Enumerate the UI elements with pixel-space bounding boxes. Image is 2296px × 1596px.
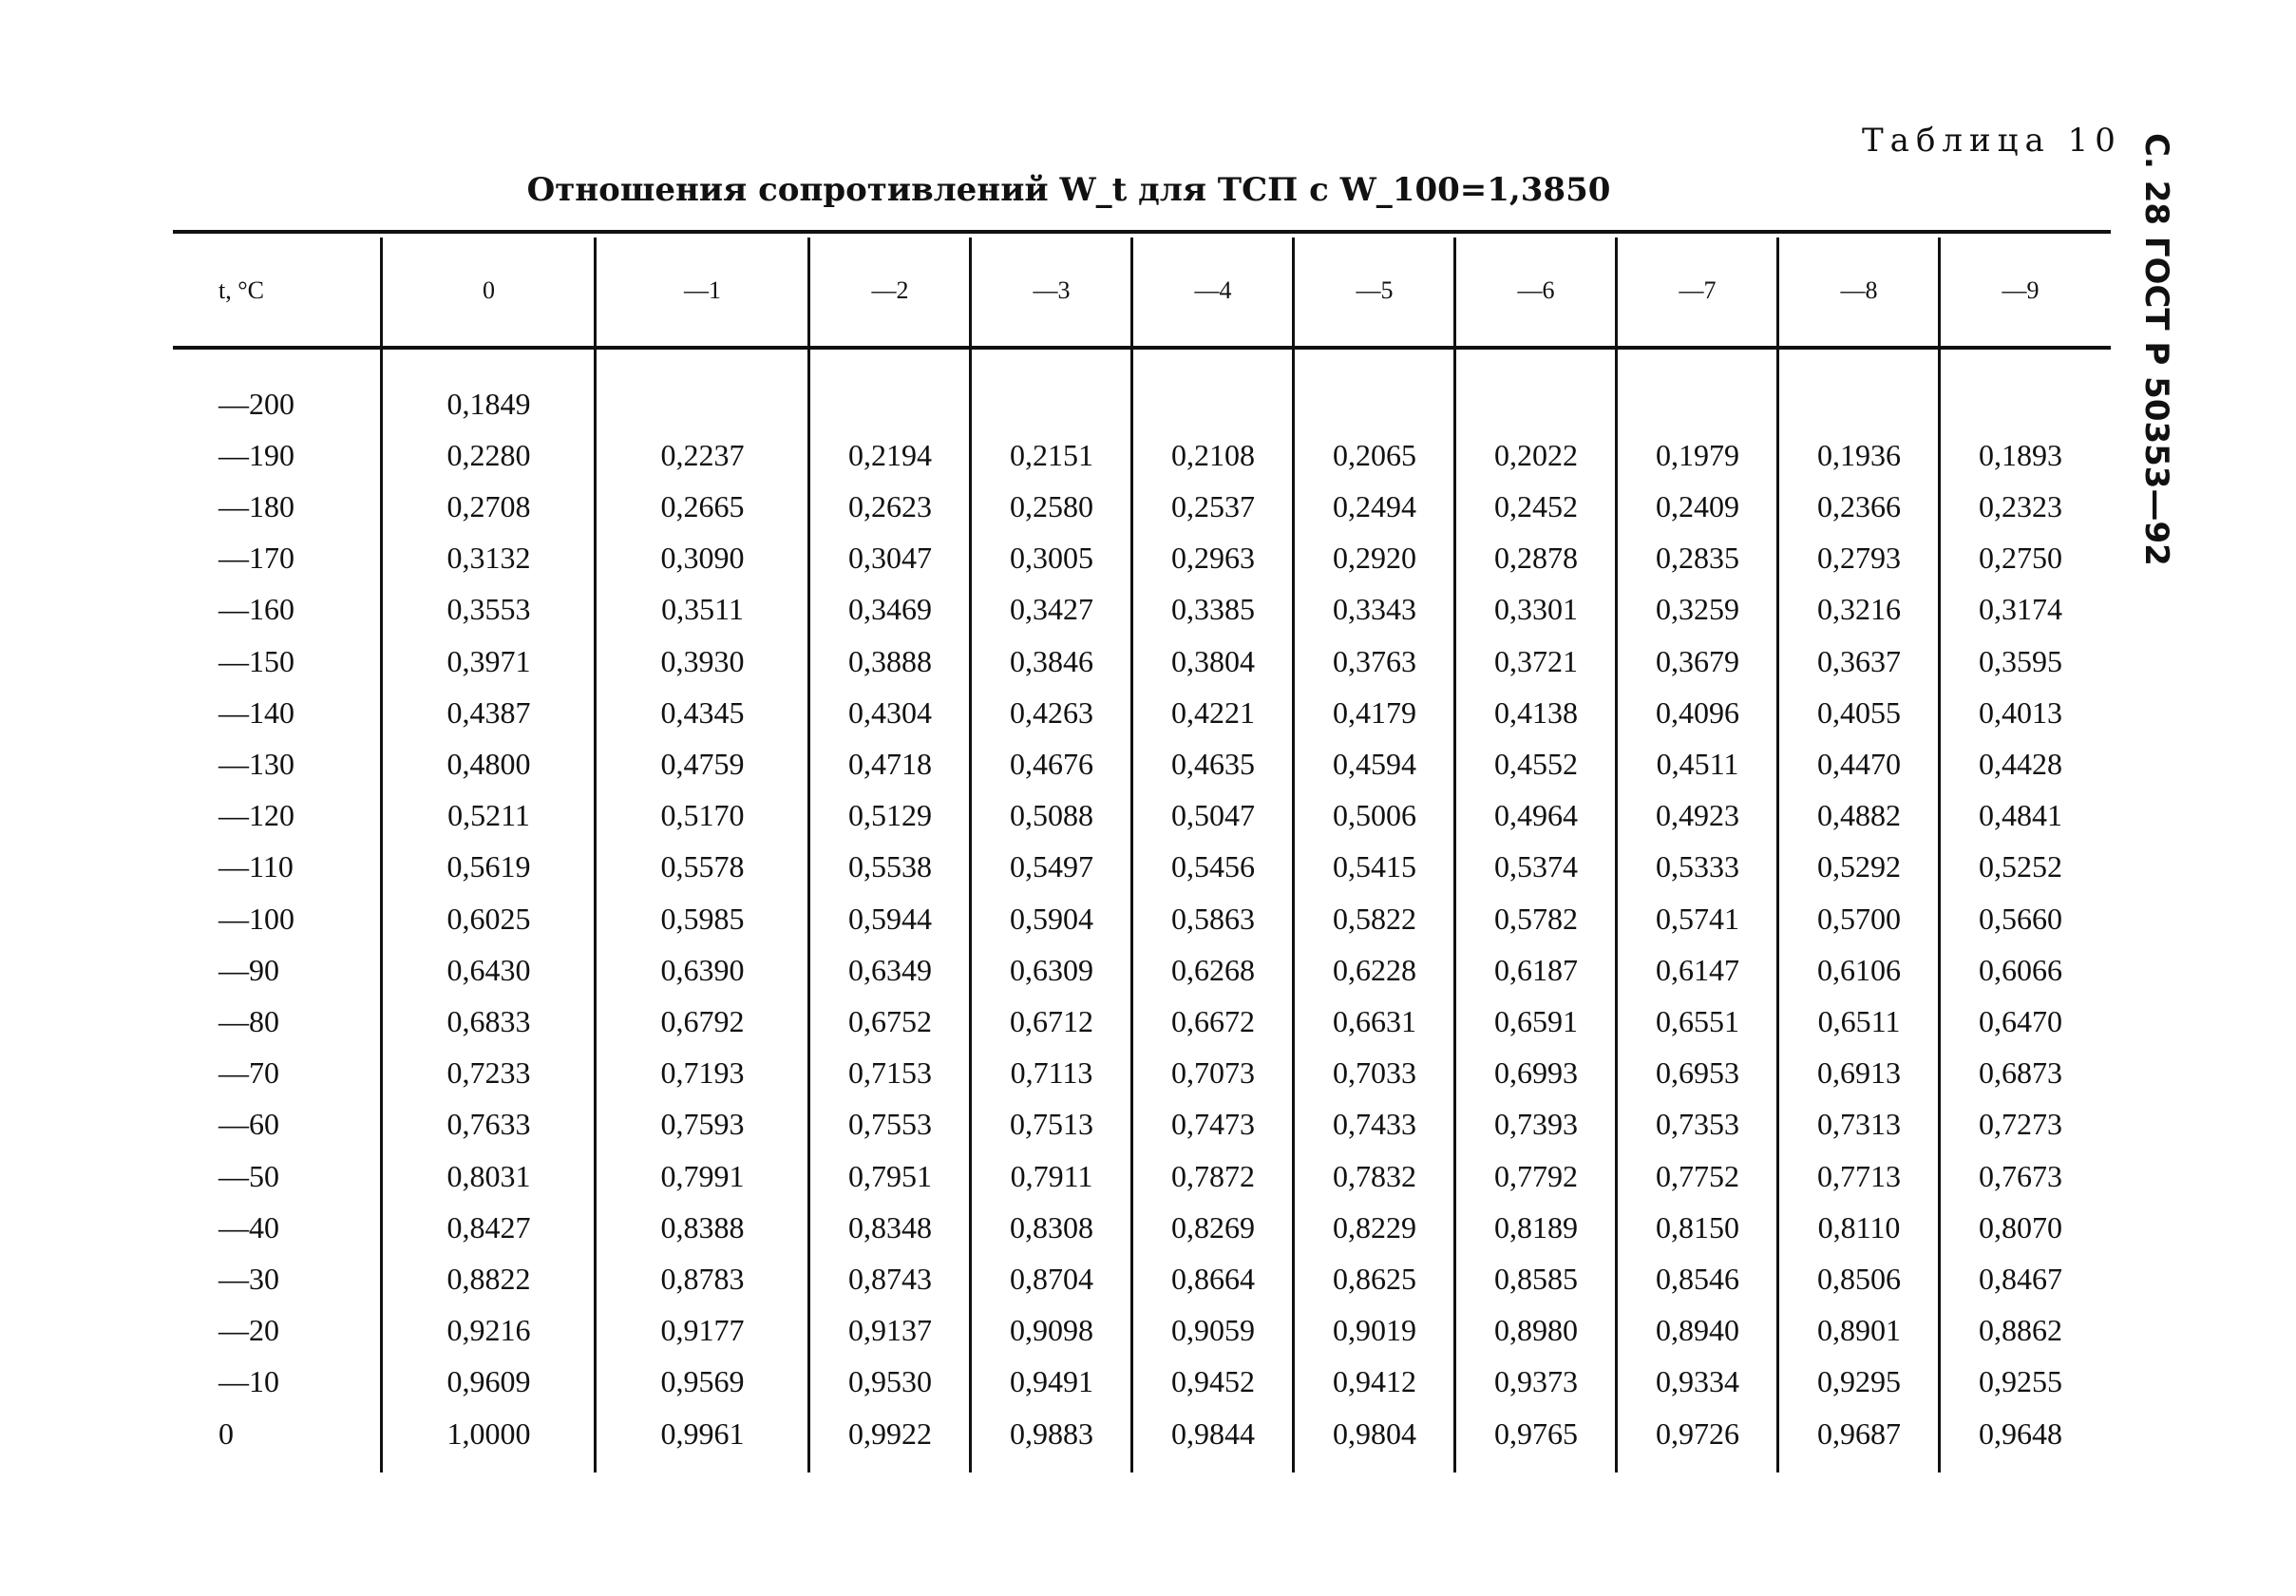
row-temperature: —90 — [218, 952, 279, 987]
side-header — [2137, 133, 2194, 566]
table-cell: 0,8388 — [660, 1209, 745, 1244]
table-cell: 0,5782 — [1494, 901, 1578, 936]
table-cell: 0,7911 — [1010, 1158, 1093, 1193]
table-cell: 0,7752 — [1656, 1158, 1739, 1193]
table-cell: 0,8427 — [446, 1209, 531, 1244]
header-cell: —7 — [1679, 276, 1717, 304]
table-cell: 0,2366 — [1817, 488, 1901, 523]
table-cell: 0,2108 — [1171, 437, 1255, 472]
table-cell: 0,8664 — [1171, 1261, 1255, 1296]
table-cell: 0,6187 — [1494, 952, 1578, 987]
table-cell: 0,7792 — [1494, 1158, 1578, 1193]
table-cell: 0,5660 — [1979, 901, 2062, 936]
table-row — [173, 1048, 2111, 1099]
table-cell: 1,0000 — [446, 1416, 531, 1451]
table-cell: 0,9609 — [446, 1364, 531, 1399]
table-row — [173, 1305, 2111, 1357]
table-cell: 0,3804 — [1171, 643, 1255, 678]
table-cell: 0,8585 — [1494, 1261, 1578, 1296]
table-cell: 0,8822 — [446, 1261, 531, 1296]
table-cell: 0,8862 — [1979, 1313, 2062, 1348]
table-cell: 0,2452 — [1494, 488, 1578, 523]
table-cell: 0,9216 — [446, 1313, 531, 1348]
table-cell: 0,5211 — [447, 798, 530, 833]
table-row — [173, 429, 2111, 481]
table-cell: 0,4470 — [1817, 746, 1901, 781]
row-temperature: —60 — [218, 1107, 279, 1142]
table-cell: 0,5863 — [1171, 901, 1255, 936]
table-row — [173, 1253, 2111, 1304]
table-cell: 0,2878 — [1494, 541, 1578, 576]
table-cell: 0,3385 — [1171, 592, 1255, 627]
table-cell: 0,4263 — [1010, 694, 1093, 730]
table-cell: 0,8546 — [1656, 1261, 1739, 1296]
table-cell: 0,3637 — [1817, 643, 1901, 678]
table-cell: 0,8704 — [1010, 1261, 1093, 1296]
table-cell: 0,6833 — [446, 1003, 531, 1038]
table-cell: 0,6268 — [1171, 952, 1255, 987]
table-cell: 0,9961 — [660, 1416, 745, 1451]
row-temperature: —10 — [218, 1364, 279, 1399]
table-cell: 0,7673 — [1979, 1158, 2062, 1193]
table-cell: 0,4304 — [848, 694, 932, 730]
table-cell: 0,6470 — [1979, 1003, 2062, 1038]
table-cell: 0,8348 — [848, 1209, 932, 1244]
table-cell: 0,2580 — [1010, 488, 1093, 523]
table-cell: 0,5006 — [1333, 798, 1416, 833]
table-cell: 0,2920 — [1333, 541, 1416, 576]
table-cell: 0,2750 — [1979, 541, 2062, 576]
table-cell: 0,9569 — [660, 1364, 745, 1399]
header-cell-t: t, °C — [218, 276, 264, 304]
table-top-rule — [173, 230, 2111, 234]
table-cell: 0,3174 — [1979, 592, 2062, 627]
row-temperature: —130 — [218, 746, 294, 781]
table-cell: 0,7153 — [848, 1055, 932, 1091]
table-cell: 0,9726 — [1656, 1416, 1739, 1451]
table-cell: 0,6228 — [1333, 952, 1416, 987]
table-cell: 0,6066 — [1979, 952, 2062, 987]
table-cell: 0,3427 — [1010, 592, 1093, 627]
table-cell: 0,8743 — [848, 1261, 932, 1296]
table-cell: 0,6025 — [446, 901, 531, 936]
table-cell: 0,6511 — [1817, 1003, 1901, 1038]
header-cell: —2 — [871, 276, 909, 304]
table-cell: 0,8783 — [660, 1261, 745, 1296]
table-cell: 0,4013 — [1979, 694, 2062, 730]
table-cell: 0,5170 — [660, 798, 745, 833]
table-cell: 0,4635 — [1171, 746, 1255, 781]
row-temperature: —170 — [218, 541, 294, 576]
table-cell: 0,4800 — [446, 746, 531, 781]
table-cell: 0,6752 — [848, 1003, 932, 1038]
table-cell: 0,2409 — [1656, 488, 1739, 523]
table-cell: 0,3216 — [1817, 592, 1901, 627]
header-row — [173, 238, 2111, 344]
row-temperature: —80 — [218, 1003, 279, 1038]
table-cell: 0,8506 — [1817, 1261, 1901, 1296]
table-cell: 0,6712 — [1010, 1003, 1093, 1038]
table-row — [173, 1357, 2111, 1408]
table-cell: 0,4179 — [1333, 694, 1416, 730]
table-cell: 0,8110 — [1817, 1209, 1901, 1244]
table-cell: 0,6591 — [1494, 1003, 1578, 1038]
table-cell: 0,9019 — [1333, 1313, 1416, 1348]
table-cell: 0,4841 — [1979, 798, 2062, 833]
table-cell: 0,3511 — [661, 592, 744, 627]
table-cell: 0,7113 — [1010, 1055, 1093, 1091]
table-cell: 0,6147 — [1656, 952, 1739, 987]
standard-designation: С. 28 ГОСТ Р 50353—92 — [2137, 133, 2175, 566]
row-temperature: —150 — [218, 643, 294, 678]
table-cell: 0,2280 — [446, 437, 531, 472]
table-cell: 0,5456 — [1171, 849, 1255, 884]
table-row — [173, 481, 2111, 532]
table-cell: 0,4759 — [660, 746, 745, 781]
table-cell: 0,7872 — [1171, 1158, 1255, 1193]
table-cell: 0,4964 — [1494, 798, 1578, 833]
table-cell: 0,3888 — [848, 643, 932, 678]
table-cell: 0,9255 — [1979, 1364, 2062, 1399]
table-cell: 0,8189 — [1494, 1209, 1578, 1244]
table-cell: 0,5292 — [1817, 849, 1901, 884]
table-cell: 0,9059 — [1171, 1313, 1255, 1348]
table-row — [173, 996, 2111, 1047]
table-cell: 0,9804 — [1333, 1416, 1416, 1451]
table-cell: 0,6792 — [660, 1003, 745, 1038]
table-cell: 0,6551 — [1656, 1003, 1739, 1038]
table-cell: 0,7433 — [1333, 1107, 1416, 1142]
table-cell: 0,7273 — [1979, 1107, 2062, 1142]
table-cell: 0,6873 — [1979, 1055, 2062, 1091]
row-temperature: —120 — [218, 798, 294, 833]
table-cell: 0,7991 — [660, 1158, 745, 1193]
table-cell: 0,6309 — [1010, 952, 1093, 987]
table-cell: 0,3930 — [660, 643, 745, 678]
table-cell: 0,7713 — [1817, 1158, 1901, 1193]
table-cell: 0,3846 — [1010, 643, 1093, 678]
header-cell: —8 — [1840, 276, 1878, 304]
table-cell: 0,5985 — [660, 901, 745, 936]
table-cell: 0,9844 — [1171, 1416, 1255, 1451]
table-cell: 0,4096 — [1656, 694, 1739, 730]
row-temperature: —160 — [218, 592, 294, 627]
table-cell: 0,4221 — [1171, 694, 1255, 730]
table-cell: 0,9530 — [848, 1364, 932, 1399]
table-cell: 0,4138 — [1494, 694, 1578, 730]
table-cell: 0,3005 — [1010, 541, 1093, 576]
table-cell: 0,8940 — [1656, 1313, 1739, 1348]
table-row — [173, 944, 2111, 996]
table-cell: 0,1849 — [446, 386, 531, 421]
table-cell: 0,8308 — [1010, 1209, 1093, 1244]
table-cell: 0,4428 — [1979, 746, 2062, 781]
table-cell: 0,4511 — [1656, 746, 1739, 781]
table-cell: 0,6672 — [1171, 1003, 1255, 1038]
table-cell: 0,5944 — [848, 901, 932, 936]
table-cell: 0,4345 — [660, 694, 745, 730]
table-cell: 0,8467 — [1979, 1261, 2062, 1296]
table-cell: 0,2537 — [1171, 488, 1255, 523]
table-row — [173, 636, 2111, 687]
table-cell: 0,3259 — [1656, 592, 1739, 627]
table-cell: 0,7593 — [660, 1107, 745, 1142]
table-cell: 0,4594 — [1333, 746, 1416, 781]
table-cell: 0,7353 — [1656, 1107, 1739, 1142]
row-temperature: —180 — [218, 488, 294, 523]
table-cell: 0,8625 — [1333, 1261, 1416, 1296]
table-cell: 0,2237 — [660, 437, 745, 472]
table-cell: 0,4055 — [1817, 694, 1901, 730]
table-cell: 0,4387 — [446, 694, 531, 730]
table-cell: 0,6913 — [1817, 1055, 1901, 1091]
table-cell: 0,4552 — [1494, 746, 1578, 781]
table-cell: 0,2194 — [848, 437, 932, 472]
table-cell: 0,7553 — [848, 1107, 932, 1142]
table-row — [173, 1202, 2111, 1253]
table-row — [173, 1099, 2111, 1150]
table-cell: 0,8901 — [1817, 1313, 1901, 1348]
table-cell: 0,1979 — [1656, 437, 1739, 472]
table-cell: 0,4718 — [848, 746, 932, 781]
table-cell: 0,7832 — [1333, 1158, 1416, 1193]
table-cell: 0,1893 — [1979, 437, 2062, 472]
table-cell: 0,3301 — [1494, 592, 1578, 627]
table-row — [173, 687, 2111, 738]
table-cell: 0,6953 — [1656, 1055, 1739, 1091]
table-cell: 0,3343 — [1333, 592, 1416, 627]
table-row — [173, 1150, 2111, 1202]
row-temperature: —100 — [218, 901, 294, 936]
table-cell: 0,8980 — [1494, 1313, 1578, 1348]
header-cell: —9 — [2002, 276, 2040, 304]
table-cell: 0,8070 — [1979, 1209, 2062, 1244]
table-cell: 0,8229 — [1333, 1209, 1416, 1244]
table-cell: 0,4923 — [1656, 798, 1739, 833]
table-cell: 0,7073 — [1171, 1055, 1255, 1091]
table-cell: 0,6430 — [446, 952, 531, 987]
table-cell: 0,5252 — [1979, 849, 2062, 884]
table-cell: 0,9765 — [1494, 1416, 1578, 1451]
table-cell: 0,3132 — [446, 541, 531, 576]
table-cell: 0,3090 — [660, 541, 745, 576]
row-temperature: —110 — [218, 849, 294, 884]
table-cell: 0,5700 — [1817, 901, 1901, 936]
table-cell: 0,3971 — [446, 643, 531, 678]
header-cell: —4 — [1194, 276, 1232, 304]
table-cell: 0,3595 — [1979, 643, 2062, 678]
table-row — [173, 1408, 2111, 1459]
table-cell: 0,5129 — [848, 798, 932, 833]
row-temperature: —190 — [218, 437, 294, 472]
table-cell: 0,3763 — [1333, 643, 1416, 678]
table-cell: 0,6349 — [848, 952, 932, 987]
table-cell: 0,9883 — [1010, 1416, 1093, 1451]
row-temperature: —50 — [218, 1158, 279, 1193]
table-cell: 0,3047 — [848, 541, 932, 576]
table-cell: 0,3469 — [848, 592, 932, 627]
row-temperature: 0 — [218, 1416, 234, 1451]
table-cell: 0,5333 — [1656, 849, 1739, 884]
header-cell: —1 — [684, 276, 721, 304]
table-cell: 0,6390 — [660, 952, 745, 987]
table-cell: 0,2835 — [1656, 541, 1739, 576]
table-cell: 0,4676 — [1010, 746, 1093, 781]
row-temperature: —70 — [218, 1055, 279, 1091]
table-cell: 0,5088 — [1010, 798, 1093, 833]
table-cell: 0,7193 — [660, 1055, 745, 1091]
table-cell: 0,7233 — [446, 1055, 531, 1091]
table-cell: 0,9412 — [1333, 1364, 1416, 1399]
table-cell: 0,9177 — [660, 1313, 745, 1348]
table-row — [173, 533, 2111, 584]
table-cell: 0,3679 — [1656, 643, 1739, 678]
table-cell: 0,5538 — [848, 849, 932, 884]
table-cell: 0,3721 — [1494, 643, 1578, 678]
table-cell: 0,2963 — [1171, 541, 1255, 576]
table-cell: 0,7951 — [848, 1158, 932, 1193]
table-cell: 0,5047 — [1171, 798, 1255, 833]
header-cell: —3 — [1033, 276, 1071, 304]
table-cell: 0,5497 — [1010, 849, 1093, 884]
table-cell: 0,1936 — [1817, 437, 1901, 472]
table-cell: 0,7033 — [1333, 1055, 1416, 1091]
table-cell: 0,3553 — [446, 592, 531, 627]
header-cell: —5 — [1356, 276, 1394, 304]
table-row — [173, 378, 2111, 429]
table-cell: 0,7513 — [1010, 1107, 1093, 1142]
table-cell: 0,5822 — [1333, 901, 1416, 936]
table-cell: 0,2623 — [848, 488, 932, 523]
table-cell: 0,2708 — [446, 488, 531, 523]
table-title: Отношения сопротивлений W_t для ТСП с W_100=1,3850 — [526, 171, 1611, 209]
row-temperature: —20 — [218, 1313, 279, 1348]
table-cell: 0,8031 — [446, 1158, 531, 1193]
table-cell: 0,2665 — [660, 488, 745, 523]
table-cell: 0,7633 — [446, 1107, 531, 1142]
table-cell: 0,5415 — [1333, 849, 1416, 884]
table-cell: 0,8150 — [1656, 1209, 1739, 1244]
table-cell: 0,6631 — [1333, 1003, 1416, 1038]
table-cell: 0,9648 — [1979, 1416, 2062, 1451]
row-temperature: —30 — [218, 1261, 279, 1296]
table-cell: 0,2494 — [1333, 488, 1416, 523]
table-cell: 0,9098 — [1010, 1313, 1093, 1348]
table-row — [173, 893, 2111, 944]
table-cell: 0,5578 — [660, 849, 745, 884]
table-cell: 0,7313 — [1817, 1107, 1901, 1142]
table-cell: 0,9295 — [1817, 1364, 1901, 1399]
table-cell: 0,4882 — [1817, 798, 1901, 833]
table-cell: 0,5374 — [1494, 849, 1578, 884]
table-cell: 0,7473 — [1171, 1107, 1255, 1142]
table-number: Таблица 10 — [1862, 122, 2122, 160]
table-cell: 0,2323 — [1979, 488, 2062, 523]
table-cell: 0,9373 — [1494, 1364, 1578, 1399]
table-row — [173, 738, 2111, 789]
header-cell: 0 — [483, 276, 495, 304]
table-cell: 0,6106 — [1817, 952, 1901, 987]
table-cell: 0,5619 — [446, 849, 531, 884]
table-row — [173, 790, 2111, 842]
row-temperature: —40 — [218, 1209, 279, 1244]
table-cell: 0,7393 — [1494, 1107, 1578, 1142]
table-cell: 0,2022 — [1494, 437, 1578, 472]
table-row — [173, 842, 2111, 893]
table-cell: 0,2065 — [1333, 437, 1416, 472]
table-row — [173, 584, 2111, 636]
table-cell: 0,9922 — [848, 1416, 932, 1451]
table-cell: 0,9452 — [1171, 1364, 1255, 1399]
header-bottom-rule — [173, 346, 2111, 350]
table-cell: 0,2793 — [1817, 541, 1901, 576]
row-temperature: —200 — [218, 386, 294, 421]
header-cell: —6 — [1517, 276, 1555, 304]
table-cell: 0,8269 — [1171, 1209, 1255, 1244]
table-cell: 0,9334 — [1656, 1364, 1739, 1399]
table-cell: 0,9137 — [848, 1313, 932, 1348]
table-cell: 0,6993 — [1494, 1055, 1578, 1091]
table-cell: 0,5904 — [1010, 901, 1093, 936]
table-cell: 0,5741 — [1656, 901, 1739, 936]
table-cell: 0,9687 — [1817, 1416, 1901, 1451]
row-temperature: —140 — [218, 694, 294, 730]
table-cell: 0,9491 — [1010, 1364, 1093, 1399]
table-cell: 0,2151 — [1010, 437, 1093, 472]
